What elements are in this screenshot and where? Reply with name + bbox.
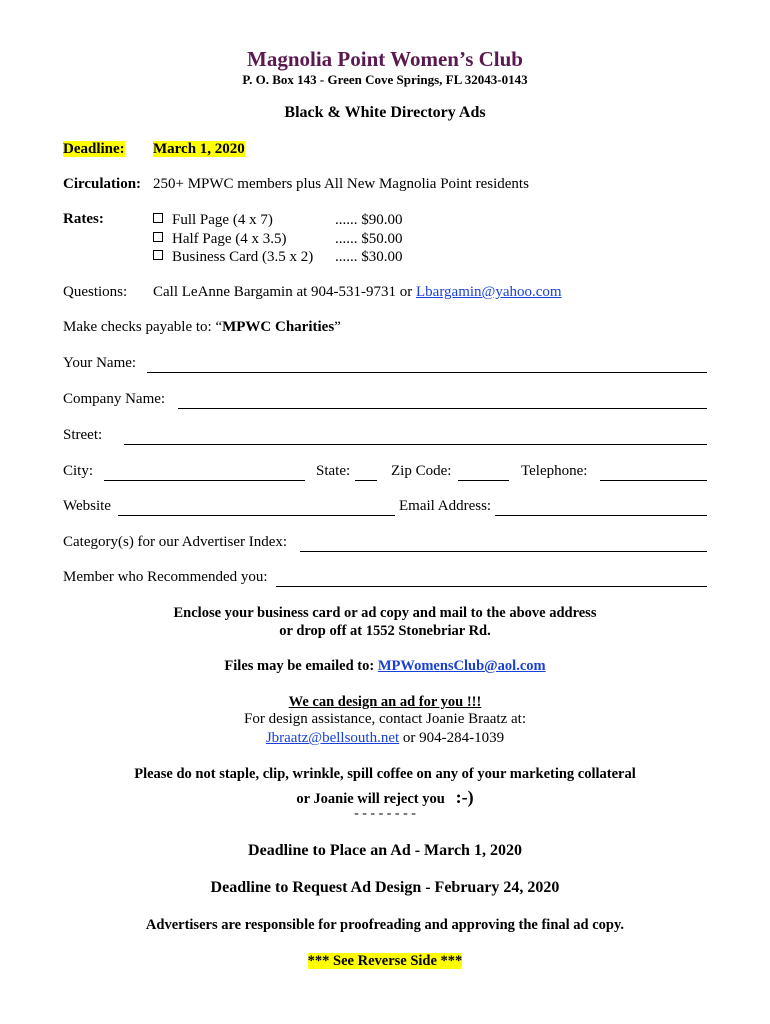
- member-field[interactable]: [276, 586, 707, 587]
- street-field[interactable]: [124, 444, 707, 445]
- checkbox-half-page[interactable]: [153, 232, 163, 242]
- rate-price: ...... $50.00: [335, 230, 403, 247]
- rate-name: Business Card (3.5 x 2): [172, 249, 314, 265]
- design-heading: We can design an ad for you !!!: [288, 694, 482, 710]
- city-label: City:: [63, 463, 94, 479]
- deadline-label-text: Deadline:: [63, 141, 125, 157]
- club-address: P. O. Box 143 - Green Cove Springs, FL 32043-0143: [242, 72, 528, 87]
- questions-email-link[interactable]: Lbargamin@yahoo.com: [416, 284, 562, 300]
- state-label: State:: [316, 463, 351, 479]
- rate-price: ...... $90.00: [335, 212, 403, 228]
- state-field[interactable]: [355, 480, 377, 481]
- enclose-line-1: Enclose your business card or ad copy and mail to the above address: [173, 605, 597, 621]
- smiley: :-): [455, 787, 474, 807]
- rate-name: Half Page (4 x 3.5): [172, 230, 287, 247]
- design-contact: For design assistance, contact Joanie Braatz at:: [244, 711, 526, 727]
- checks-payee: MPWC Charities: [222, 319, 335, 335]
- deadline-ad: Deadline to Place an Ad - March 1, 2020: [248, 842, 522, 859]
- files-email-line: [0, 658, 770, 675]
- checkbox-business-card[interactable]: [153, 250, 163, 260]
- design-email-link[interactable]: Jbraatz@bellsouth.net: [265, 730, 400, 746]
- checks-close-quote: ”: [334, 319, 341, 335]
- deadline-value: [153, 141, 245, 158]
- deadline-label: [63, 141, 125, 158]
- website-field[interactable]: [118, 515, 395, 516]
- member-label: Member who Recommended you:: [63, 569, 268, 585]
- zip-field[interactable]: [458, 480, 509, 481]
- see-reverse: [0, 953, 770, 970]
- staple-warning-text: or Joanie will reject you: [296, 791, 445, 807]
- questions-body: Call LeAnne Bargamin at 904-531-9731 or: [153, 284, 416, 300]
- club-title: Magnolia Point Women’s Club: [247, 47, 523, 71]
- your-name-label: Your Name:: [63, 355, 137, 371]
- dash-separator: - - - - - - - -: [354, 806, 416, 821]
- telephone-field[interactable]: [600, 480, 707, 481]
- category-field[interactable]: [300, 551, 707, 552]
- zip-label: Zip Code:: [391, 463, 452, 479]
- company-name-field[interactable]: [178, 408, 707, 409]
- design-email-line: [0, 730, 770, 747]
- city-field[interactable]: [104, 480, 305, 481]
- enclose-line-2: or drop off at 1552 Stonebriar Rd.: [279, 623, 491, 639]
- questions-label: Questions:: [63, 284, 128, 300]
- deadline-design: Deadline to Request Ad Design - February 24, 2020: [210, 879, 560, 896]
- staple-warning-2: [0, 787, 770, 808]
- responsible-note: Advertisers are responsible for proofreading and approving the final ad copy.: [145, 917, 625, 933]
- see-reverse-text: *** See Reverse Side ***: [307, 953, 463, 969]
- your-name-field[interactable]: [147, 372, 707, 373]
- street-label: Street:: [63, 427, 103, 443]
- design-phone: or 904-284-1039: [399, 730, 505, 746]
- checkbox-full-page[interactable]: [153, 213, 163, 223]
- files-text: Files may be emailed to:: [224, 658, 378, 674]
- email-field[interactable]: [495, 515, 707, 516]
- rates-label: Rates:: [63, 211, 104, 227]
- category-label: Category(s) for our Advertiser Index:: [63, 534, 288, 550]
- website-label: Website: [63, 498, 111, 514]
- circulation-label: Circulation:: [63, 176, 142, 192]
- checks-payable: [63, 319, 341, 336]
- telephone-label: Telephone:: [521, 463, 588, 479]
- rate-name: Full Page (4 x 7): [172, 212, 273, 228]
- form-subtitle: Black & White Directory Ads: [284, 104, 486, 121]
- staple-warning-1: Please do not staple, clip, wrinkle, spill coffee on any of your marketing collateral: [134, 766, 636, 782]
- checks-text: Make checks payable to: “: [63, 319, 223, 335]
- circulation-value: 250+ MPWC members plus All New Magnolia Point residents: [153, 176, 529, 192]
- deadline-value-text: March 1, 2020: [153, 141, 245, 157]
- email-label: Email Address:: [399, 498, 492, 514]
- files-email-link[interactable]: MPWomensClub@aol.com: [377, 658, 546, 674]
- rate-price: ...... $30.00: [335, 249, 403, 265]
- company-name-label: Company Name:: [63, 391, 166, 407]
- questions-text: [153, 284, 562, 301]
